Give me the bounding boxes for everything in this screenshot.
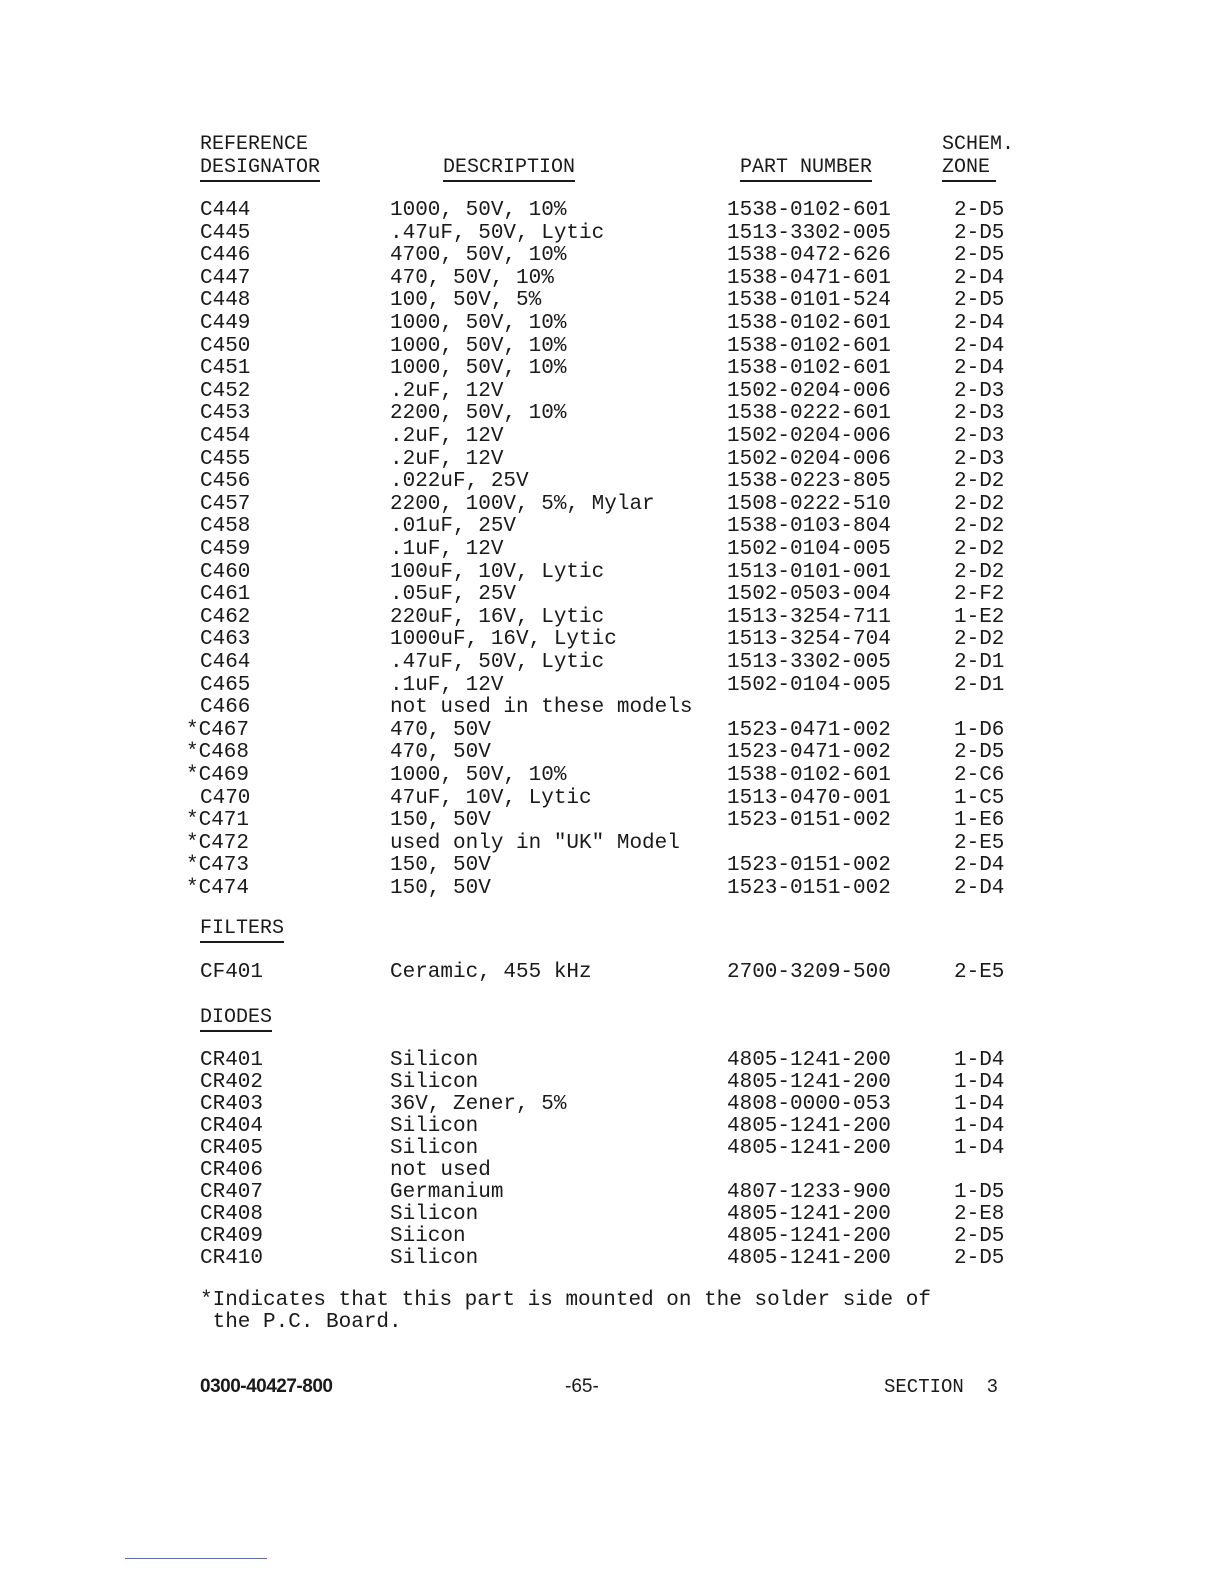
schematic-zone: 1-D5 <box>954 1181 1005 1204</box>
schematic-zone: 1-D4 <box>954 1115 1005 1138</box>
schematic-zone: 2-D5 <box>954 1225 1005 1248</box>
part-number: 1513-3302-005 <box>727 651 891 674</box>
reference-designator: C458 <box>200 515 251 539</box>
part-number: 1523-0151-002 <box>727 809 891 833</box>
table-row <box>0 313 1224 336</box>
schematic-zone: 2-D1 <box>954 673 1005 697</box>
reference-designator: C448 <box>200 289 251 313</box>
description: 4700, 50V, 10% <box>390 244 567 268</box>
reference-designator: C460 <box>200 560 251 584</box>
table-row <box>0 471 1224 494</box>
header-description: DESCRIPTION <box>443 156 575 182</box>
table-row <box>0 494 1224 517</box>
description: Ceramic, 455 kHz <box>390 961 592 984</box>
reference-designator: *C467 <box>186 718 250 742</box>
diodes-title-wrap <box>200 1007 272 1030</box>
description: not used in these models <box>390 696 693 720</box>
schematic-zone: 2-D2 <box>954 492 1005 516</box>
description: 36V, Zener, 5% <box>390 1093 567 1116</box>
schematic-zone: 1-D4 <box>954 1049 1005 1072</box>
table-row <box>0 290 1224 313</box>
page-number: -65- <box>565 1376 599 1397</box>
description: .2uF, 12V <box>390 447 504 471</box>
table-row <box>0 1204 1224 1227</box>
schematic-zone: 2-E5 <box>954 831 1005 855</box>
reference-designator: C444 <box>200 199 251 222</box>
table-row <box>0 607 1224 630</box>
reference-designator: *C469 <box>186 764 250 787</box>
description: 1000uF, 16V, Lytic <box>390 628 617 652</box>
description: used only in "UK" Model <box>390 831 680 855</box>
schematic-zone: 2-D5 <box>954 741 1005 765</box>
reference-designator: C465 <box>200 673 251 697</box>
table-row <box>0 962 1224 985</box>
part-number: 1502-0104-005 <box>727 673 891 697</box>
schematic-zone: 2-E8 <box>954 1203 1005 1226</box>
description: 470, 50V <box>390 718 491 742</box>
reference-designator: C459 <box>200 538 251 561</box>
schematic-zone: 2-D5 <box>954 199 1005 222</box>
part-number: 4807-1233-900 <box>727 1181 891 1204</box>
schematic-zone: 2-D3 <box>954 447 1005 471</box>
table-row <box>0 1226 1224 1249</box>
table-row <box>0 449 1224 472</box>
table-row <box>0 878 1224 901</box>
description: Silicon <box>390 1049 479 1072</box>
table-row <box>0 1138 1224 1161</box>
schematic-zone: 1-D4 <box>954 1137 1005 1160</box>
part-number: 1513-0101-001 <box>727 560 891 584</box>
reference-designator: CR407 <box>200 1181 264 1204</box>
description: 470, 50V <box>390 741 491 765</box>
reference-designator: *C473 <box>186 854 250 878</box>
description: .05uF, 25V <box>390 583 517 607</box>
part-number: 1502-0503-004 <box>727 583 891 607</box>
schematic-zone: 2-D4 <box>954 312 1005 335</box>
schematic-zone: 2-C6 <box>954 764 1005 787</box>
reference-designator: CR402 <box>200 1071 264 1094</box>
description: 2200, 50V, 10% <box>390 402 567 426</box>
description: 1000, 50V, 10% <box>390 312 567 335</box>
reference-designator: C464 <box>200 651 251 674</box>
description: Germanium <box>390 1181 504 1204</box>
reference-designator: C447 <box>200 266 251 290</box>
schematic-zone: 1-E2 <box>954 605 1005 629</box>
description: Silicon <box>390 1247 479 1270</box>
reference-designator: C461 <box>200 583 251 607</box>
description: 100uF, 10V, Lytic <box>390 560 605 584</box>
table-row <box>0 381 1224 404</box>
schematic-zone: 2-D4 <box>954 854 1005 878</box>
description: 150, 50V <box>390 854 491 878</box>
table-row <box>0 652 1224 675</box>
part-number: 1538-0472-626 <box>727 244 891 268</box>
table-row <box>0 584 1224 607</box>
table-row <box>0 562 1224 585</box>
table-row <box>0 765 1224 788</box>
header-ref-line2: DESIGNATOR <box>200 156 320 182</box>
description: 47uF, 10V, Lytic <box>390 786 592 810</box>
schematic-zone: 2-D2 <box>954 538 1005 561</box>
reference-designator: C456 <box>200 470 251 494</box>
table-row <box>0 1182 1224 1205</box>
table-row <box>0 788 1224 811</box>
description: Silicon <box>390 1071 479 1094</box>
part-number: 1538-0102-601 <box>727 764 891 787</box>
schematic-zone: 2-D3 <box>954 402 1005 426</box>
schematic-zone: 2-D5 <box>954 1247 1005 1270</box>
bottom-rule <box>125 1558 267 1559</box>
part-number: 1508-0222-510 <box>727 492 891 516</box>
schematic-zone: 2-D5 <box>954 221 1005 245</box>
part-number: 4805-1241-200 <box>727 1115 891 1138</box>
reference-designator: CR404 <box>200 1115 264 1138</box>
reference-designator: C450 <box>200 334 251 358</box>
part-number: 1513-3254-704 <box>727 628 891 652</box>
reference-designator: C455 <box>200 447 251 471</box>
reference-designator: CR409 <box>200 1225 264 1248</box>
schematic-zone: 1-D4 <box>954 1093 1005 1116</box>
description: not used <box>390 1159 491 1182</box>
reference-designator: C449 <box>200 312 251 335</box>
reference-designator: C454 <box>200 425 251 448</box>
table-row <box>0 200 1224 223</box>
description: 470, 50V, 10% <box>390 266 554 290</box>
part-number: 1502-0204-006 <box>727 379 891 403</box>
reference-designator: CR406 <box>200 1159 264 1182</box>
reference-designator: C445 <box>200 221 251 245</box>
description: 1000, 50V, 10% <box>390 199 567 222</box>
description: .1uF, 12V <box>390 673 504 697</box>
part-number: 1523-0471-002 <box>727 741 891 765</box>
description: .2uF, 12V <box>390 425 504 448</box>
description: 1000, 50V, 10% <box>390 764 567 787</box>
description: 100, 50V, 5% <box>390 289 542 313</box>
table-row <box>0 720 1224 743</box>
part-number: 1538-0101-524 <box>727 289 891 313</box>
reference-designator: C453 <box>200 402 251 426</box>
part-number: 4805-1241-200 <box>727 1049 891 1072</box>
table-row <box>0 403 1224 426</box>
table-row <box>0 1094 1224 1117</box>
part-number: 1523-0151-002 <box>727 877 891 900</box>
reference-designator: CF401 <box>200 961 264 984</box>
part-number: 4805-1241-200 <box>727 1071 891 1094</box>
part-number: 1538-0103-804 <box>727 515 891 539</box>
table-row <box>0 1116 1224 1139</box>
part-number: 4805-1241-200 <box>727 1137 891 1160</box>
description: .47uF, 50V, Lytic <box>390 651 605 674</box>
part-number: 1538-0102-601 <box>727 199 891 222</box>
part-number: 1538-0223-805 <box>727 470 891 494</box>
header-zone-wrap <box>942 156 996 179</box>
header-part-number: PART NUMBER <box>740 156 872 182</box>
reference-designator: C457 <box>200 492 251 516</box>
part-number: 1513-0470-001 <box>727 786 891 810</box>
header-zone-line1: SCHEM. <box>942 133 1015 156</box>
reference-designator: C463 <box>200 628 251 652</box>
table-row <box>0 629 1224 652</box>
table-row <box>0 245 1224 268</box>
header-part-wrap <box>740 156 872 179</box>
table-row <box>0 336 1224 359</box>
table-row <box>0 742 1224 765</box>
reference-designator: C446 <box>200 244 251 268</box>
description: .2uF, 12V <box>390 379 504 403</box>
filters-title-wrap <box>200 918 284 941</box>
schematic-zone: 2-D4 <box>954 334 1005 358</box>
schematic-zone: 2-E5 <box>954 961 1005 984</box>
description: 150, 50V <box>390 877 491 900</box>
reference-designator: C462 <box>200 605 251 629</box>
schematic-zone: 2-D4 <box>954 877 1005 900</box>
description: 2200, 100V, 5%, Mylar <box>390 492 655 516</box>
table-row <box>0 1072 1224 1095</box>
description: 1000, 50V, 10% <box>390 357 567 381</box>
schematic-zone: 2-D2 <box>954 560 1005 584</box>
reference-designator: CR401 <box>200 1049 264 1072</box>
part-number: 1502-0204-006 <box>727 447 891 471</box>
schematic-zone: 1-E6 <box>954 809 1005 833</box>
schematic-zone: 2-D2 <box>954 628 1005 652</box>
reference-designator: CR405 <box>200 1137 264 1160</box>
description: Silicon <box>390 1137 479 1160</box>
reference-designator: CR403 <box>200 1093 264 1116</box>
part-number: 1513-3302-005 <box>727 221 891 245</box>
schematic-zone: 2-D3 <box>954 379 1005 403</box>
part-number: 1538-0102-601 <box>727 312 891 335</box>
part-number: 1513-3254-711 <box>727 605 891 629</box>
description: 150, 50V <box>390 809 491 833</box>
reference-designator: *C472 <box>186 831 250 855</box>
reference-designator: *C468 <box>186 741 250 765</box>
header-ref-line2-wrap <box>200 156 320 179</box>
table-row <box>0 426 1224 449</box>
schematic-zone: 2-D3 <box>954 425 1005 448</box>
header-ref-line1: REFERENCE <box>200 133 309 156</box>
header-zone-line2: ZONE <box>942 156 996 182</box>
part-number: 4805-1241-200 <box>727 1203 891 1226</box>
reference-designator: C466 <box>200 696 251 720</box>
schematic-zone: 2-D4 <box>954 357 1005 381</box>
schematic-zone: 2-D2 <box>954 470 1005 494</box>
part-number: 4808-0000-053 <box>727 1093 891 1116</box>
schematic-zone: 2-D5 <box>954 244 1005 268</box>
part-number: 1502-0104-005 <box>727 538 891 561</box>
schematic-zone: 1-D4 <box>954 1071 1005 1094</box>
schematic-zone: 2-D4 <box>954 266 1005 290</box>
table-row <box>0 223 1224 246</box>
reference-designator: CR408 <box>200 1203 264 1226</box>
part-number: 1523-0151-002 <box>727 854 891 878</box>
table-row <box>0 1050 1224 1073</box>
description: Silicon <box>390 1203 479 1226</box>
reference-designator: CR410 <box>200 1247 264 1270</box>
reference-designator: *C474 <box>186 877 250 900</box>
section-label: SECTION 3 <box>884 1376 999 1398</box>
table-row <box>0 810 1224 833</box>
description: Siicon <box>390 1225 466 1248</box>
table-row <box>0 358 1224 381</box>
table-row <box>0 675 1224 698</box>
table-row <box>0 1248 1224 1271</box>
part-number: 4805-1241-200 <box>727 1225 891 1248</box>
schematic-zone: 2-D5 <box>954 289 1005 313</box>
part-number: 1538-0222-601 <box>727 402 891 426</box>
description: 220uF, 16V, Lytic <box>390 605 605 629</box>
description: Silicon <box>390 1115 479 1138</box>
part-number: 4805-1241-200 <box>727 1247 891 1270</box>
description: .1uF, 12V <box>390 538 504 561</box>
part-number: 2700-3209-500 <box>727 961 891 984</box>
document-number: 0300-40427-800 <box>200 1376 333 1397</box>
table-row <box>0 268 1224 291</box>
table-row <box>0 516 1224 539</box>
table-row <box>0 697 1224 720</box>
reference-designator: *C471 <box>186 809 250 833</box>
table-row <box>0 1160 1224 1183</box>
reference-designator: C451 <box>200 357 251 381</box>
schematic-zone: 2-F2 <box>954 583 1005 607</box>
reference-designator: C470 <box>200 786 251 810</box>
schematic-zone: 2-D1 <box>954 651 1005 674</box>
part-number: 1502-0204-006 <box>727 425 891 448</box>
table-row <box>0 855 1224 878</box>
part-number: 1538-0471-601 <box>727 266 891 290</box>
table-row <box>0 833 1224 856</box>
part-number: 1538-0102-601 <box>727 357 891 381</box>
part-number: 1523-0471-002 <box>727 718 891 742</box>
table-row <box>0 539 1224 562</box>
part-number: 1538-0102-601 <box>727 334 891 358</box>
description: .01uF, 25V <box>390 515 517 539</box>
diodes-title: DIODES <box>200 1006 272 1032</box>
schematic-zone: 1-D6 <box>954 718 1005 742</box>
schematic-zone: 2-D2 <box>954 515 1005 539</box>
description: .47uF, 50V, Lytic <box>390 221 605 245</box>
header-desc-wrap <box>443 156 575 179</box>
reference-designator: C452 <box>200 379 251 403</box>
description: 1000, 50V, 10% <box>390 334 567 358</box>
footnote: *Indicates that this part is mounted on the solder side of the P.C. Board. <box>200 1289 931 1334</box>
schematic-zone: 1-C5 <box>954 786 1005 810</box>
filters-title: FILTERS <box>200 917 284 943</box>
description: .022uF, 25V <box>390 470 529 494</box>
